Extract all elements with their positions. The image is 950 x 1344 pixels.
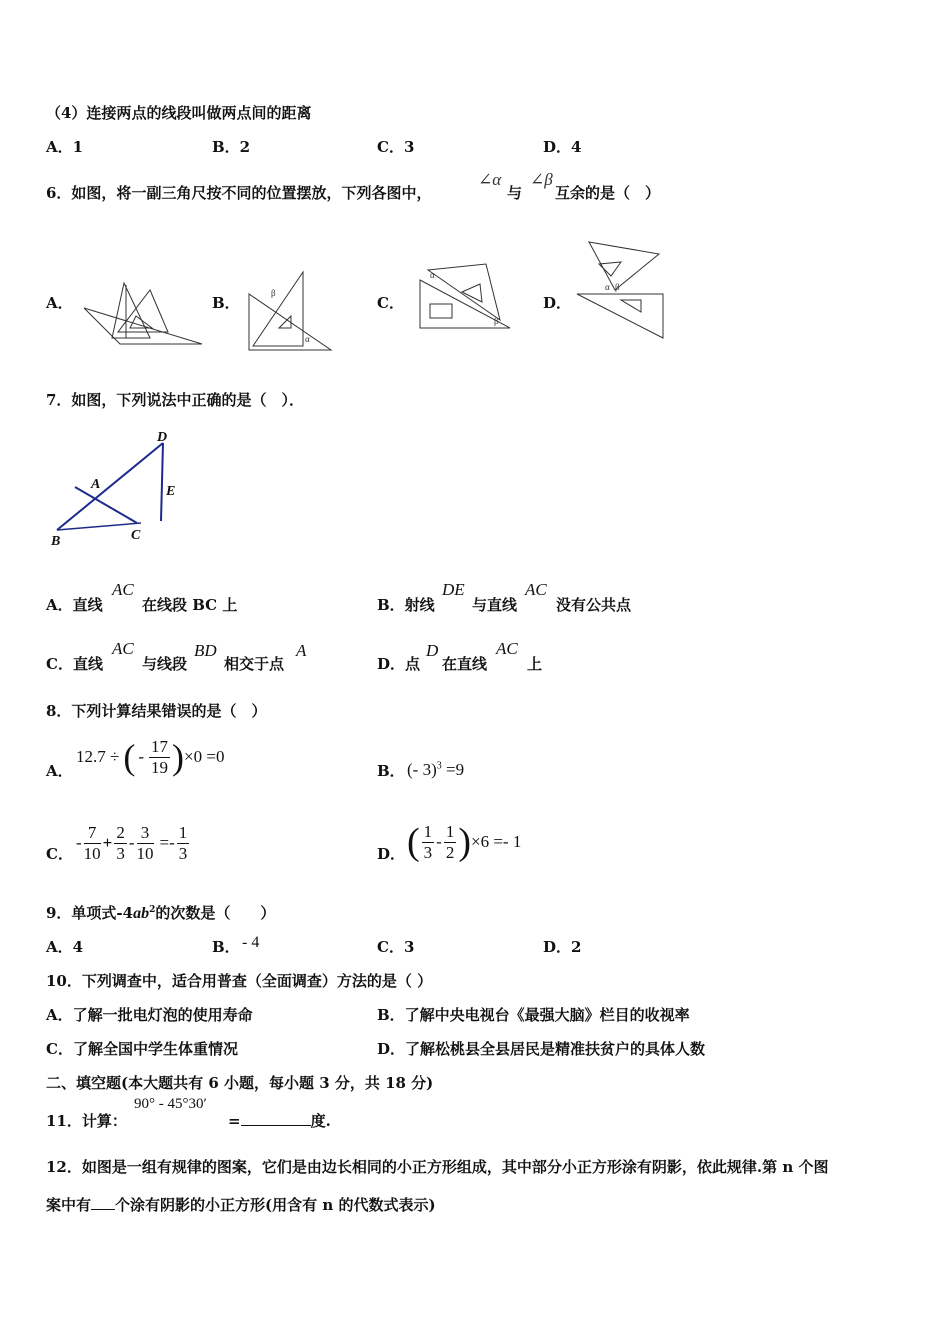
q8c-d3: 10 xyxy=(136,843,154,863)
q8-expr-b xyxy=(407,760,464,780)
svg-text:α: α xyxy=(430,270,435,280)
q7b-m2: AC xyxy=(525,580,547,599)
q7c-mid2: 相交于点 xyxy=(224,655,285,673)
q9-exp: 2 xyxy=(149,905,156,915)
q9-stem-a: 9．单项式-4 xyxy=(46,904,134,922)
q8a-den: 19 xyxy=(151,757,169,777)
q11-eq: = xyxy=(228,1112,241,1130)
q7c-mid: 与线段 xyxy=(142,655,188,673)
q7b-mid: 与直线 xyxy=(472,596,518,614)
q6-label-b: B． xyxy=(212,294,240,312)
q7-label-a: A xyxy=(91,477,101,492)
q8c-d1: 10 xyxy=(83,843,101,863)
q8c-s1: - xyxy=(76,833,82,852)
q7b-m1: DE xyxy=(442,580,465,599)
q5-option-a: A．1 xyxy=(46,138,84,156)
q9-option-d: D．2 xyxy=(543,938,582,956)
q8c-s3: - xyxy=(128,833,135,852)
q8d-s: - xyxy=(436,832,442,851)
q9-option-c: C．3 xyxy=(377,938,415,956)
q7c-lead: C．直线 xyxy=(46,655,103,673)
q7d-mid: 在直线 xyxy=(442,655,488,673)
q10-option-b: B．了解中央电视台《最强大脑》栏目的收视率 xyxy=(377,1006,690,1024)
q8a-num: 17 xyxy=(151,736,169,756)
q8d-n1: 1 xyxy=(423,821,433,841)
q8-stem: 8．下列计算结果错误的是（ ） xyxy=(46,702,267,720)
q12-line2-b: 个涂有阴影的小正方形(用含有 n 的代数式表示) xyxy=(115,1196,436,1214)
q7c-m2: BD xyxy=(194,641,217,660)
svg-text:α: α xyxy=(605,282,610,292)
q8c-n4: 1 xyxy=(178,822,188,842)
q5-option-d: D．4 xyxy=(543,138,582,156)
q8-label-a: A． xyxy=(46,762,73,780)
q9-option-b: B． xyxy=(212,938,240,956)
q9-option-b-value: - 4 xyxy=(242,934,260,951)
svg-text:β: β xyxy=(494,316,499,326)
svg-text:β: β xyxy=(271,288,276,298)
q8b-exp: 3 xyxy=(436,760,442,772)
q8c-n3: 3 xyxy=(137,823,154,844)
svg-text:β: β xyxy=(615,282,620,292)
q8d-d1: 3 xyxy=(423,842,433,862)
q10-option-a: A．了解一批电灯泡的使用寿命 xyxy=(46,1006,253,1024)
q7-option-a xyxy=(46,594,103,615)
q8c-d2: 3 xyxy=(116,843,125,863)
q8d-d2: 2 xyxy=(445,842,455,862)
q10-option-c: C．了解全国中学生体重情况 xyxy=(46,1040,238,1058)
q8d-n2: 1 xyxy=(445,821,455,841)
q9-stem xyxy=(46,902,275,923)
q8a-pre: 12.7 ÷ xyxy=(76,747,120,766)
q9-option-a: A．4 xyxy=(46,938,84,956)
q7-label-c: C xyxy=(131,528,141,543)
q11-expr: 90° - 45°30′ xyxy=(134,1096,207,1112)
q8-label-b: B． xyxy=(377,762,405,780)
q8-expr-c xyxy=(76,820,191,866)
q8b-base: (- 3) xyxy=(407,760,437,779)
q8b-post: =9 xyxy=(441,760,465,779)
q8c-s2: + xyxy=(102,833,113,852)
q7d-tail: 上 xyxy=(527,655,543,673)
q8c-n1: 7 xyxy=(84,823,101,844)
q6-beta: ∠β xyxy=(530,170,553,189)
q6-stem-b: 互余的是（ ） xyxy=(555,184,661,202)
q8a-post: ×0 =0 xyxy=(184,747,225,766)
q8d-post: ×6 =- 1 xyxy=(470,832,522,851)
q7a-lead: A．直线 xyxy=(46,596,103,614)
q6-alpha: ∠α xyxy=(478,170,502,189)
q7b-lead: B．射线 xyxy=(377,596,435,614)
section-2-heading: 二、填空题(本大题共有 6 小题，每小题 3 分，共 18 分) xyxy=(46,1074,434,1092)
q7a-m1: AC xyxy=(112,580,134,599)
q7-label-d: D xyxy=(157,430,168,445)
q6-label-a: A． xyxy=(46,294,73,312)
q9-var: ab xyxy=(133,905,150,922)
q7d-lead: D．点 xyxy=(377,655,421,673)
q5-option-b: B．2 xyxy=(212,138,251,156)
q6-figure-c xyxy=(418,262,518,334)
q7-figure xyxy=(45,425,195,550)
q8c-n2: 2 xyxy=(116,822,125,842)
q8-expr-d: ( $\frac{1}{3}$ - $\frac{1}{2}$ ) ×6 =- 1 xyxy=(407,821,522,863)
q11-unit: 度. xyxy=(310,1112,331,1130)
q11-answer xyxy=(228,1110,331,1131)
q6-figure-d xyxy=(575,240,665,342)
q6-label-d: D． xyxy=(543,294,572,312)
q6-stem xyxy=(46,182,431,203)
q7-label-e: E xyxy=(166,484,176,499)
q8-label-d: D． xyxy=(377,845,406,863)
q8c-eq: =- xyxy=(159,833,175,852)
q5-item4: （4）连接两点的线段叫做两点间的距离 xyxy=(46,104,312,122)
q10-stem: 10．下列调查中，适合用普查（全面调查）方法的是（ ） xyxy=(46,972,433,990)
q6-with: 与 xyxy=(507,184,523,202)
q8-expr-a: 12.7 ÷ ( - $\frac{17}{19}$ ) ×0 =0 xyxy=(76,736,225,777)
q8c-d4: 3 xyxy=(178,843,188,863)
q12-line1: 12．如图是一组有规律的图案，它们是由边长相同的小正方形组成，其中部分小正方形涂有阴影，依此规律.第 n 个图 xyxy=(46,1158,829,1176)
q6-figure-b xyxy=(243,270,338,355)
q7-stem: 7．如图，下列说法中正确的是（ ）． xyxy=(46,391,304,409)
q6-figure-a xyxy=(80,280,210,355)
q7-label-b: B xyxy=(51,534,61,549)
q7d-m1: D xyxy=(426,641,439,660)
q12-blank[interactable] xyxy=(91,1195,115,1210)
q10-option-d: D．了解松桃县全县居民是精准扶贫户的具体人数 xyxy=(377,1040,706,1058)
q7c-m1: AC xyxy=(112,639,134,658)
q9-stem-b: 的次数是（ ） xyxy=(155,904,276,922)
q11-lead: 11．计算： xyxy=(46,1112,127,1130)
q5-option-c: C．3 xyxy=(377,138,415,156)
q7a-tail: 在线段 BC 上 xyxy=(142,596,238,614)
q7c-m3: A xyxy=(296,641,307,660)
svg-text:α: α xyxy=(305,334,310,344)
q6-stem-text-a: 6．如图，将一副三角尺按不同的位置摆放，下列各图中， xyxy=(46,184,432,202)
q7d-m2: AC xyxy=(496,639,518,658)
q11-blank[interactable] xyxy=(241,1111,311,1126)
q12-line2-a: 案中有 xyxy=(46,1196,92,1214)
q6-label-c: C． xyxy=(377,294,404,312)
q7b-tail: 没有公共点 xyxy=(556,596,632,614)
q8a-sign: - xyxy=(138,747,145,766)
q12-line2 xyxy=(46,1194,436,1215)
q8-label-c: C． xyxy=(46,845,73,863)
